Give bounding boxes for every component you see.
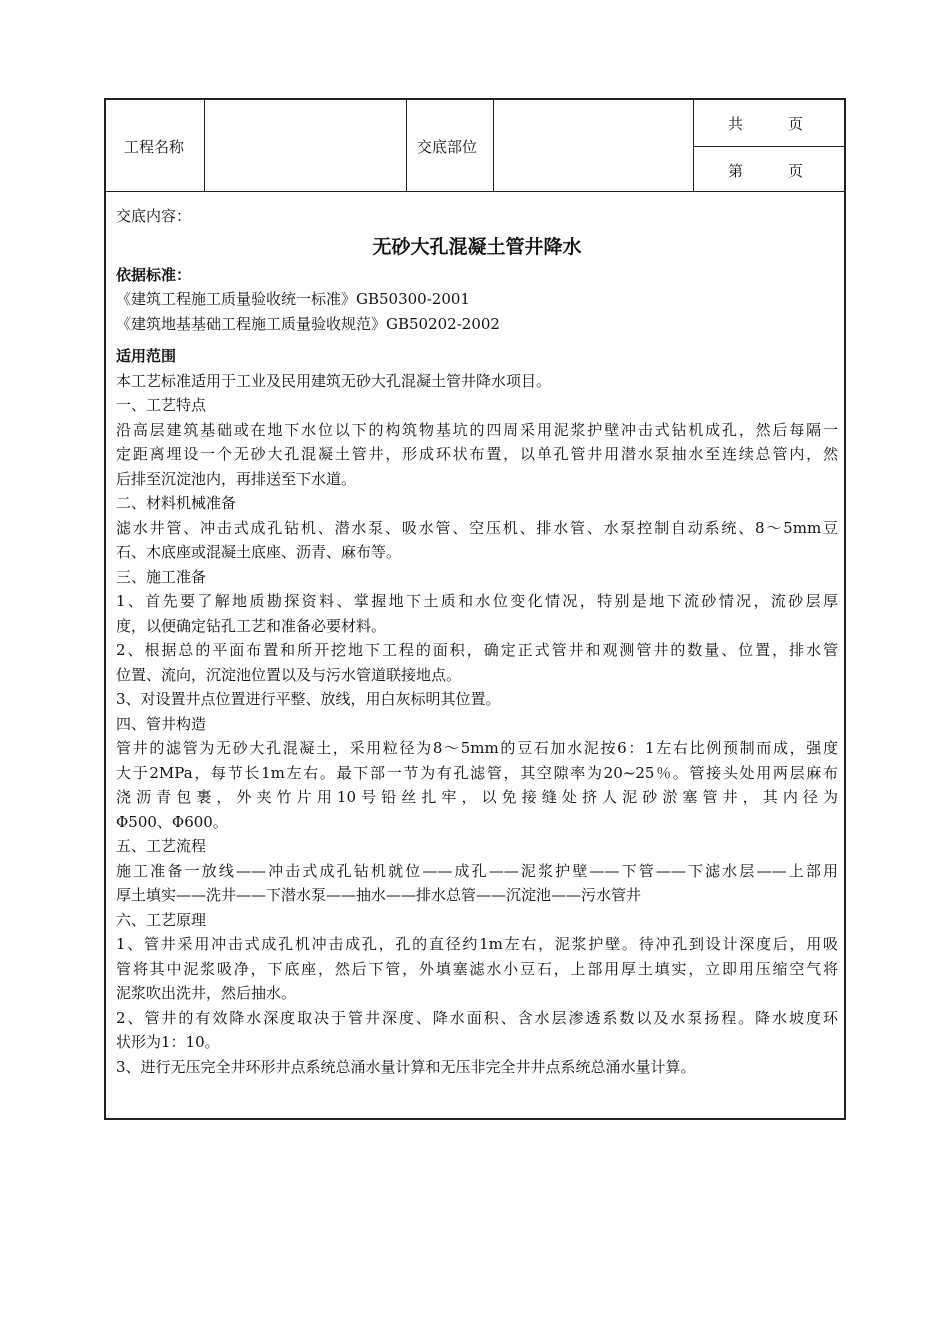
section-heading: 四、管井构造: [116, 714, 207, 733]
paragraph-line: 施工准备一放线——冲击式成孔钻机就位——成孔——泥浆护壁——下管——下滤水层——上部用: [116, 861, 838, 880]
paragraph-line: 泥浆吹出洗井，然后抽水。: [116, 984, 297, 1002]
header-bottom-border: [106, 191, 846, 192]
header-divider: [406, 100, 407, 192]
paragraph-line: 后排至沉淀池内，再排送至下水道。: [116, 469, 357, 488]
section-heading: 一、工艺特点: [116, 396, 207, 414]
standard-item: 《建筑工程施工质量验收统一标准》GB50300-2001: [116, 290, 470, 308]
section-heading: 六、工艺原理: [116, 910, 207, 929]
disclosure-content: [116, 204, 838, 1079]
paragraph-line: 1、管井采用冲击式成孔机冲击成孔，孔的直径约1m左右，泥浆护壁。待冲孔到设计深度后，用吸: [116, 935, 838, 953]
position-label: 交底部位: [417, 138, 478, 156]
standards-heading: 依据标准：: [116, 265, 192, 284]
header-divider: [693, 146, 846, 147]
paragraph-line: 沿高层建筑基础或在地下水位以下的构筑物基坑的四周采用泥浆护壁冲击式钻机成孔，然后每隔一: [116, 420, 838, 439]
paragraph-line: Φ500、Φ600。: [116, 812, 228, 831]
paragraph-line: 2、管井的有效降水深度取决于管井深度、降水面积、含水层渗透系数以及水泵扬程。降水坡度环: [116, 1008, 838, 1027]
paragraph-line: 定距离埋设一个无砂大孔混凝土管井，形成环状布置，以单孔管井用潜水泵抽水至连续总管内，然: [116, 445, 838, 463]
total-pages-label: 共 页: [728, 115, 804, 133]
section-heading: 五、工艺流程: [116, 837, 207, 855]
paragraph-line: 2、根据总的平面布置和所开挖地下工程的面积，确定正式管井和观测管井的数量、位置，排水管: [116, 641, 838, 659]
header-divider: [204, 100, 205, 192]
paragraph-line: 1、首先要了解地质勘探资料、掌握地下土质和水位变化情况，特别是地下流砂情况，流砂层厚: [116, 592, 838, 610]
scope-text: 本工艺标准适用于工业及民用建筑无砂大孔混凝土管井降水项目。: [116, 371, 552, 390]
paragraph-line: 3、进行无压完全井环形井点系统总涌水量计算和无压非完全井井点系统总涌水量计算。: [116, 1057, 696, 1076]
paragraph-line: 度，以便确定钻孔工艺和准备必要材料。: [116, 616, 387, 635]
page-number-label: 第 页: [728, 162, 804, 180]
paragraph-line: 管井的滤管为无砂大孔混凝土，采用粒径为8～5mm的豆石加水泥按6：1左右比例预制而成，强度: [116, 739, 838, 757]
paragraph-line: 状形为1：10。: [116, 1033, 220, 1051]
paragraph-line: 浇沥青包裹，外夹竹片用10号铅丝扎牢，以免接缝处挤人泥砂淤塞管井，其内径为: [116, 788, 838, 806]
header-divider: [493, 100, 494, 192]
paragraph-line: 管将其中泥浆吸净，下底座，然后下管，外填塞滤水小豆石，上部用厚土填实，立即用压缩空气将: [116, 959, 838, 978]
section-heading: 三、施工准备: [116, 567, 207, 586]
paragraph-line: 石、木底座或混凝土底座、沥青、麻布等。: [116, 543, 402, 561]
paragraph-line: 滤水井管、冲击式成孔钻机、潜水泵、吸水管、空压机、排水管、水泵控制自动系统、8～5mm豆: [116, 518, 838, 537]
paragraph-line: 大于2MPa，每节长1m左右。最下部一节为有孔滤管，其空隙率为20~25％。管接头处用两层麻布: [116, 763, 838, 782]
section-heading: 二、材料机械准备: [116, 494, 237, 512]
project-name-label: 工程名称: [124, 138, 185, 156]
document-title: 无砂大孔混凝土管井降水: [372, 235, 582, 258]
paragraph-line: 位置、流向，沉淀池位置以及与污水管道联接地点。: [116, 665, 462, 684]
paragraph-line: 3、对设置井点位置进行平整、放线，用白灰标明其位置。: [116, 690, 501, 708]
disclosure-form: [104, 98, 846, 1120]
standard-item: 《建筑地基基础工程施工质量验收规范》GB50202-2002: [116, 314, 500, 333]
scope-heading: 适用范围: [116, 347, 177, 365]
paragraph-line: 厚土填实——洗井——下潜水泵——抽水——排水总管——沉淀池——污水管井: [116, 886, 642, 904]
intro-label: 交底内容：: [116, 207, 192, 225]
